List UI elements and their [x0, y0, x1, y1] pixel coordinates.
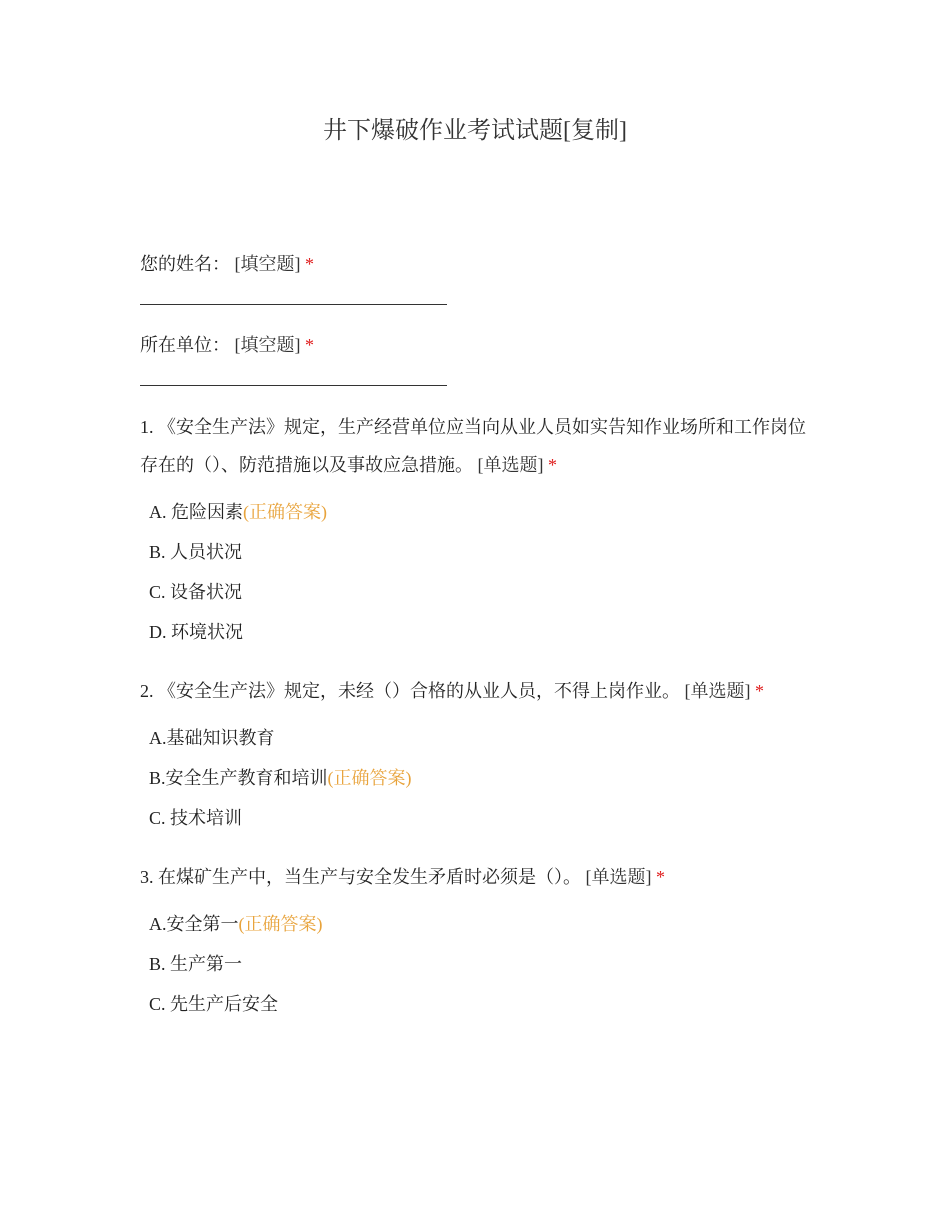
question-1	[140, 408, 820, 652]
question-3-type: [单选题]	[585, 867, 652, 887]
option-label: C. 先生产后安全	[149, 994, 279, 1014]
question-3-option-c[interactable]	[149, 984, 820, 1024]
unit-field-type: [填空题]	[234, 335, 301, 355]
correct-answer-tag: (正确答案)	[327, 768, 412, 788]
option-label: C. 技术培训	[149, 808, 243, 828]
question-3-options	[149, 904, 820, 1024]
option-label: A.安全第一	[149, 914, 239, 934]
question-3	[140, 858, 820, 1024]
name-field-label-row	[140, 250, 820, 278]
question-2-option-c[interactable]	[149, 798, 820, 838]
name-field	[140, 250, 820, 305]
name-field-type: [填空题]	[234, 254, 301, 274]
question-1-option-c[interactable]	[149, 572, 820, 612]
question-2-stem	[140, 672, 820, 710]
option-label: C. 设备状况	[149, 582, 243, 602]
question-1-stem	[140, 408, 820, 484]
option-label: B.安全生产教育和培训	[149, 768, 328, 788]
question-2-option-b[interactable]	[149, 758, 820, 798]
unit-answer-line[interactable]	[140, 385, 447, 386]
question-2-required-mark: *	[755, 681, 764, 701]
question-2-text: 2. 《安全生产法》规定，未经（）合格的从业人员，不得上岗作业。	[140, 681, 680, 701]
survey-content	[140, 250, 820, 1024]
question-1-option-b[interactable]	[149, 532, 820, 572]
option-label: B. 生产第一	[149, 954, 243, 974]
survey-title: 井下爆破作业考试试题[复制]	[323, 118, 627, 144]
question-3-text: 3. 在煤矿生产中，当生产与安全发生矛盾时必须是（）。	[140, 867, 581, 887]
question-1-type: [单选题]	[477, 455, 544, 475]
option-label: A.基础知识教育	[149, 728, 275, 748]
question-3-stem	[140, 858, 820, 896]
name-field-label: 您的姓名：	[140, 254, 230, 274]
correct-answer-tag: (正确答案)	[243, 502, 327, 522]
unit-field-label: 所在单位：	[140, 335, 230, 355]
question-2-type: [单选题]	[684, 681, 751, 701]
question-1-option-d[interactable]	[149, 612, 820, 652]
question-3-required-mark: *	[656, 867, 665, 887]
question-2	[140, 672, 820, 838]
unit-field-label-row	[140, 331, 820, 359]
unit-field	[140, 331, 820, 386]
question-1-required-mark: *	[548, 455, 557, 475]
question-2-options	[149, 718, 820, 838]
name-answer-line[interactable]	[140, 304, 447, 305]
option-label: B. 人员状况	[149, 542, 243, 562]
question-1-option-a[interactable]	[149, 492, 820, 532]
question-2-option-a[interactable]	[149, 718, 820, 758]
question-3-option-b[interactable]	[149, 944, 820, 984]
question-1-text: 1. 《安全生产法》规定，生产经营单位应当向从业人员如实告知作业场所和工作岗位存在的（）、防范措施以及事故应急措施。	[140, 417, 806, 475]
option-label: A. 危险因素	[149, 502, 243, 522]
question-3-option-a[interactable]	[149, 904, 820, 944]
spacer	[140, 652, 820, 672]
name-required-mark: *	[305, 254, 314, 274]
question-1-options	[149, 492, 820, 652]
option-label: D. 环境状况	[149, 622, 243, 642]
unit-required-mark: *	[305, 335, 314, 355]
correct-answer-tag: (正确答案)	[238, 914, 323, 934]
spacer	[140, 838, 820, 858]
